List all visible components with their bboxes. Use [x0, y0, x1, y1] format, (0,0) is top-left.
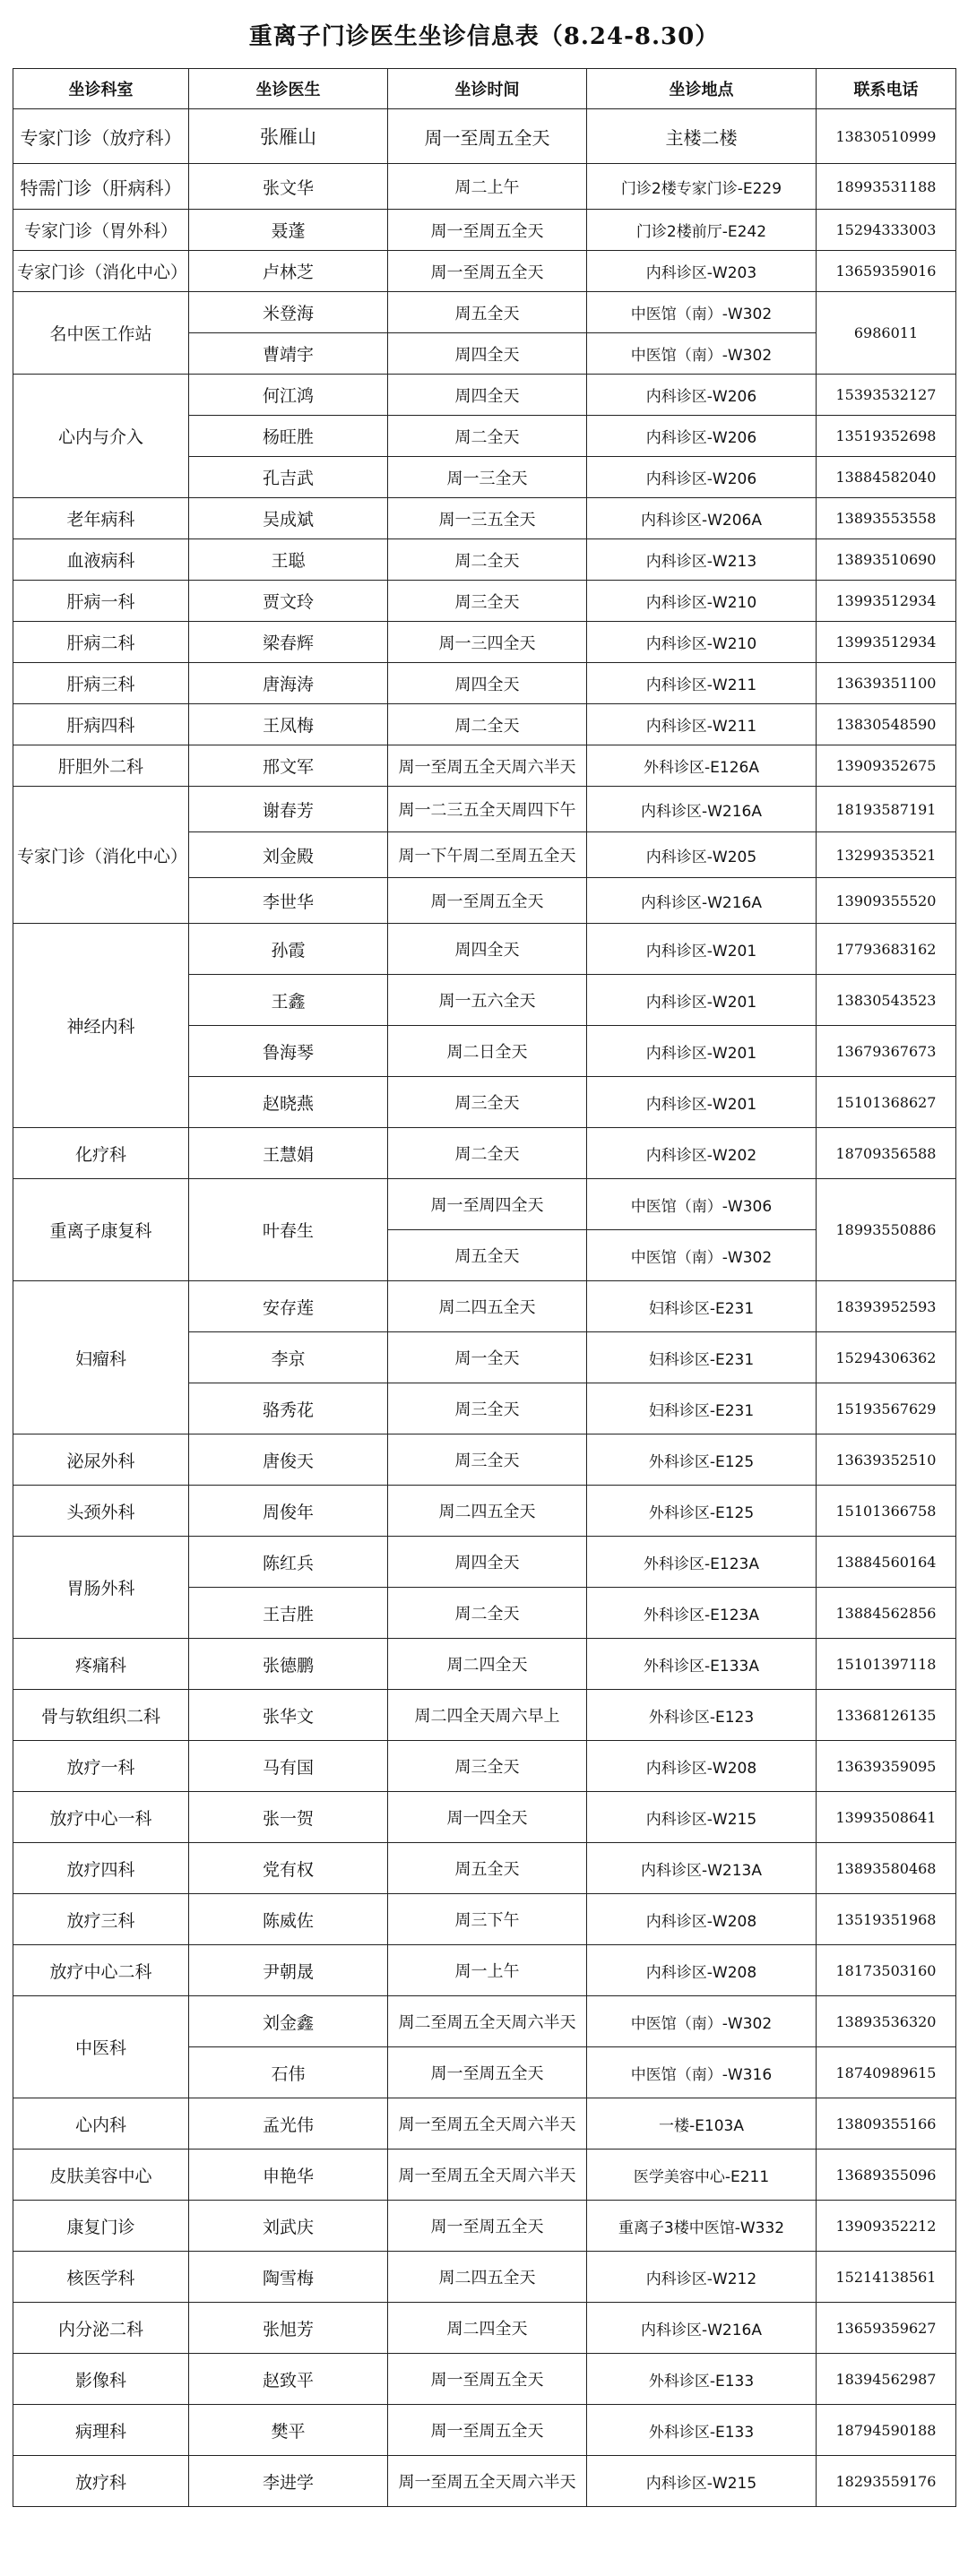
dept-cell: 放疗科 — [13, 2456, 189, 2507]
table-row — [13, 251, 956, 292]
doctor-cell: 陶雪梅 — [189, 2252, 388, 2303]
phone-cell: 13809355166 — [817, 2098, 956, 2150]
time-cell: 周三全天 — [388, 1077, 587, 1128]
dept-cell: 专家门诊（消化中心） — [13, 787, 189, 924]
table-row — [13, 375, 956, 416]
doctor-cell: 骆秀花 — [189, 1383, 388, 1434]
location-cell: 重离子3楼中医馆-W332 — [587, 2201, 817, 2252]
phone-cell: 13659359016 — [817, 251, 956, 292]
time-cell: 周一至周五全天 — [388, 2201, 587, 2252]
phone-cell: 13830543523 — [817, 975, 956, 1026]
dept-cell: 专家门诊（放疗科） — [13, 109, 189, 164]
table-row — [13, 1486, 956, 1537]
doctor-cell: 王吉胜 — [189, 1588, 388, 1639]
table-row — [13, 1128, 956, 1179]
table-row — [13, 2405, 956, 2456]
location-cell: 内科诊区-W208 — [587, 1894, 817, 1945]
doctor-cell: 刘金殿 — [189, 832, 388, 878]
doctor-cell: 赵致平 — [189, 2354, 388, 2405]
dept-cell: 放疗中心二科 — [13, 1945, 189, 1996]
phone-cell: 13639359095 — [817, 1741, 956, 1792]
header-location: 坐诊地点 — [587, 69, 817, 109]
phone-cell: 13884562856 — [817, 1588, 956, 1639]
dept-cell: 名中医工作站 — [13, 292, 189, 375]
time-cell: 周二四五全天 — [388, 1281, 587, 1332]
schedule-table — [13, 68, 956, 2507]
phone-cell: 15101397118 — [817, 1639, 956, 1690]
time-cell: 周二四全天周六早上 — [388, 1690, 587, 1741]
doctor-cell: 王鑫 — [189, 975, 388, 1026]
doctor-cell: 孟光伟 — [189, 2098, 388, 2150]
doctor-cell: 马有国 — [189, 1741, 388, 1792]
table-row — [13, 1894, 956, 1945]
location-cell: 内科诊区-W206 — [587, 375, 817, 416]
location-cell: 中医馆（南）-W306 — [587, 1179, 817, 1230]
doctor-cell: 米登海 — [189, 292, 388, 333]
location-cell: 中医馆（南）-W316 — [587, 2047, 817, 2098]
dept-cell: 血液病科 — [13, 539, 189, 581]
doctor-cell: 王凤梅 — [189, 704, 388, 745]
phone-cell: 18709356588 — [817, 1128, 956, 1179]
table-row — [13, 622, 956, 663]
table-row — [13, 581, 956, 622]
phone-cell: 17793683162 — [817, 924, 956, 975]
phone-cell: 13659359627 — [817, 2303, 956, 2354]
table-row — [13, 1945, 956, 1996]
table-row — [13, 2303, 956, 2354]
table-row — [13, 1434, 956, 1486]
phone-cell: 13893510690 — [817, 539, 956, 581]
location-cell: 中医馆（南）-W302 — [587, 1230, 817, 1281]
location-cell: 外科诊区-E126A — [587, 745, 817, 787]
doctor-cell: 卢林芝 — [189, 251, 388, 292]
location-cell: 一楼-E103A — [587, 2098, 817, 2150]
time-cell: 周五全天 — [388, 1843, 587, 1894]
location-cell: 外科诊区-E123A — [587, 1537, 817, 1588]
time-cell: 周一三全天 — [388, 457, 587, 498]
location-cell: 内科诊区-W211 — [587, 663, 817, 704]
time-cell: 周一至周五全天周六半天 — [388, 2098, 587, 2150]
time-cell: 周二全天 — [388, 539, 587, 581]
dept-cell: 皮肤美容中心 — [13, 2150, 189, 2201]
location-cell: 内科诊区-W216A — [587, 2303, 817, 2354]
location-cell: 内科诊区-W203 — [587, 251, 817, 292]
time-cell: 周一至周五全天 — [388, 2047, 587, 2098]
time-cell: 周一至周五全天 — [388, 878, 587, 924]
dept-cell: 化疗科 — [13, 1128, 189, 1179]
doctor-cell: 安存莲 — [189, 1281, 388, 1332]
phone-cell: 13519351968 — [817, 1894, 956, 1945]
time-cell: 周四全天 — [388, 1537, 587, 1588]
dept-cell: 专家门诊（胃外科） — [13, 210, 189, 251]
location-cell: 外科诊区-E125 — [587, 1486, 817, 1537]
doctor-cell: 张旭芳 — [189, 2303, 388, 2354]
location-cell: 内科诊区-W215 — [587, 2456, 817, 2507]
dept-cell: 肝病一科 — [13, 581, 189, 622]
dept-cell: 心内科 — [13, 2098, 189, 2150]
time-cell: 周一四全天 — [388, 1792, 587, 1843]
location-cell: 中医馆（南）-W302 — [587, 333, 817, 375]
phone-cell: 15101368627 — [817, 1077, 956, 1128]
time-cell: 周一三五全天 — [388, 498, 587, 539]
phone-cell: 18740989615 — [817, 2047, 956, 2098]
time-cell: 周二全天 — [388, 416, 587, 457]
time-cell: 周一至周五全天周六半天 — [388, 2456, 587, 2507]
dept-cell: 胃肠外科 — [13, 1537, 189, 1639]
table-row — [13, 924, 956, 975]
doctor-cell: 孔吉武 — [189, 457, 388, 498]
doctor-cell: 陈威佐 — [189, 1894, 388, 1945]
header-phone: 联系电话 — [817, 69, 956, 109]
phone-cell: 18173503160 — [817, 1945, 956, 1996]
dept-cell: 核医学科 — [13, 2252, 189, 2303]
phone-cell: 15294306362 — [817, 1332, 956, 1383]
location-cell: 内科诊区-W206 — [587, 416, 817, 457]
time-cell: 周二四全天 — [388, 2303, 587, 2354]
doctor-cell: 张文华 — [189, 164, 388, 210]
location-cell: 内科诊区-W206 — [587, 457, 817, 498]
time-cell: 周三全天 — [388, 1434, 587, 1486]
dept-cell: 肝胆外二科 — [13, 745, 189, 787]
phone-cell: 15101366758 — [817, 1486, 956, 1537]
doctor-cell: 党有权 — [189, 1843, 388, 1894]
time-cell: 周一至周五全天周六半天 — [388, 2150, 587, 2201]
location-cell: 内科诊区-W213A — [587, 1843, 817, 1894]
phone-cell: 18393952593 — [817, 1281, 956, 1332]
table-row — [13, 787, 956, 832]
location-cell: 内科诊区-W211 — [587, 704, 817, 745]
table-row — [13, 1537, 956, 1588]
location-cell: 外科诊区-E133A — [587, 1639, 817, 1690]
phone-cell: 13519352698 — [817, 416, 956, 457]
table-row — [13, 704, 956, 745]
time-cell: 周二至周五全天周六半天 — [388, 1996, 587, 2047]
doctor-cell: 王慧娟 — [189, 1128, 388, 1179]
doctor-cell: 尹朝晟 — [189, 1945, 388, 1996]
time-cell: 周二四全天 — [388, 1639, 587, 1690]
dept-cell: 泌尿外科 — [13, 1434, 189, 1486]
location-cell: 外科诊区-E125 — [587, 1434, 817, 1486]
time-cell: 周一下午周二至周五全天 — [388, 832, 587, 878]
phone-cell: 13639352510 — [817, 1434, 956, 1486]
dept-cell: 内分泌二科 — [13, 2303, 189, 2354]
time-cell: 周一至周四全天 — [388, 1179, 587, 1230]
doctor-cell: 申艳华 — [189, 2150, 388, 2201]
phone-cell: 13830510999 — [817, 109, 956, 164]
phone-cell: 13299353521 — [817, 832, 956, 878]
table-row — [13, 539, 956, 581]
time-cell: 周四全天 — [388, 663, 587, 704]
doctor-cell: 叶春生 — [189, 1179, 388, 1281]
phone-cell: 13884582040 — [817, 457, 956, 498]
table-row — [13, 1281, 956, 1332]
dept-cell: 骨与软组织二科 — [13, 1690, 189, 1741]
time-cell: 周三下午 — [388, 1894, 587, 1945]
phone-cell: 13909352675 — [817, 745, 956, 787]
location-cell: 内科诊区-W201 — [587, 1077, 817, 1128]
table-row — [13, 745, 956, 787]
time-cell: 周一三四全天 — [388, 622, 587, 663]
doctor-cell: 邢文军 — [189, 745, 388, 787]
table-header-row — [13, 69, 956, 109]
phone-cell: 18394562987 — [817, 2354, 956, 2405]
page-title: 重离子门诊医生坐诊信息表（8.24-8.30） — [248, 22, 720, 50]
table-row — [13, 1741, 956, 1792]
table-row — [13, 498, 956, 539]
time-cell: 周一至周五全天 — [388, 2354, 587, 2405]
time-cell: 周五全天 — [388, 292, 587, 333]
time-cell: 周二四五全天 — [388, 2252, 587, 2303]
phone-cell: 13993512934 — [817, 622, 956, 663]
phone-cell: 13884560164 — [817, 1537, 956, 1588]
phone-cell: 13679367673 — [817, 1026, 956, 1077]
dept-cell: 放疗中心一科 — [13, 1792, 189, 1843]
time-cell: 周三全天 — [388, 1741, 587, 1792]
location-cell: 内科诊区-W210 — [587, 581, 817, 622]
phone-cell: 13689355096 — [817, 2150, 956, 2201]
doctor-cell: 聂蓬 — [189, 210, 388, 251]
table-row — [13, 1843, 956, 1894]
doctor-cell: 孙霞 — [189, 924, 388, 975]
phone-cell: 13993508641 — [817, 1792, 956, 1843]
table-row — [13, 2098, 956, 2150]
time-cell: 周三全天 — [388, 1383, 587, 1434]
phone-cell: 13893580468 — [817, 1843, 956, 1894]
doctor-cell: 何江鸿 — [189, 375, 388, 416]
table-row — [13, 1996, 956, 2047]
location-cell: 内科诊区-W201 — [587, 1026, 817, 1077]
time-cell: 周三全天 — [388, 581, 587, 622]
location-cell: 内科诊区-W202 — [587, 1128, 817, 1179]
doctor-cell: 贾文玲 — [189, 581, 388, 622]
table-row — [13, 2252, 956, 2303]
location-cell: 内科诊区-W215 — [587, 1792, 817, 1843]
time-cell: 周二全天 — [388, 1588, 587, 1639]
time-cell: 周一至周五全天 — [388, 251, 587, 292]
doctor-cell: 谢春芳 — [189, 787, 388, 832]
dept-cell: 放疗四科 — [13, 1843, 189, 1894]
dept-cell: 心内与介入 — [13, 375, 189, 498]
table-row — [13, 292, 956, 333]
time-cell: 周四全天 — [388, 333, 587, 375]
table-row — [13, 1639, 956, 1690]
table-row — [13, 109, 956, 164]
location-cell: 外科诊区-E123A — [587, 1588, 817, 1639]
doctor-cell: 李进学 — [189, 2456, 388, 2507]
location-cell: 内科诊区-W206A — [587, 498, 817, 539]
location-cell: 妇科诊区-E231 — [587, 1332, 817, 1383]
location-cell: 外科诊区-E133 — [587, 2405, 817, 2456]
phone-cell: 15393532127 — [817, 375, 956, 416]
table-row — [13, 164, 956, 210]
phone-cell: 13909352212 — [817, 2201, 956, 2252]
location-cell: 外科诊区-E123 — [587, 1690, 817, 1741]
location-cell: 医学美容中心-E211 — [587, 2150, 817, 2201]
time-cell: 周二四五全天 — [388, 1486, 587, 1537]
dept-cell: 重离子康复科 — [13, 1179, 189, 1281]
table-row — [13, 1690, 956, 1741]
time-cell: 周二上午 — [388, 164, 587, 210]
doctor-cell: 梁春辉 — [189, 622, 388, 663]
table-row — [13, 2150, 956, 2201]
doctor-cell: 李世华 — [189, 878, 388, 924]
dept-cell: 妇瘤科 — [13, 1281, 189, 1434]
doctor-cell: 王聪 — [189, 539, 388, 581]
time-cell: 周五全天 — [388, 1230, 587, 1281]
location-cell: 内科诊区-W201 — [587, 975, 817, 1026]
doctor-cell: 杨旺胜 — [189, 416, 388, 457]
location-cell: 门诊2楼专家门诊-E229 — [587, 164, 817, 210]
location-cell: 内科诊区-W205 — [587, 832, 817, 878]
doctor-cell: 刘武庆 — [189, 2201, 388, 2252]
doctor-cell: 樊平 — [189, 2405, 388, 2456]
phone-cell: 18993531188 — [817, 164, 956, 210]
doctor-cell: 周俊年 — [189, 1486, 388, 1537]
phone-cell: 6986011 — [817, 292, 956, 375]
doctor-cell: 赵晓燕 — [189, 1077, 388, 1128]
time-cell: 周一二三五全天周四下午 — [388, 787, 587, 832]
time-cell: 周二全天 — [388, 1128, 587, 1179]
header-time: 坐诊时间 — [388, 69, 587, 109]
dept-cell: 病理科 — [13, 2405, 189, 2456]
phone-cell: 18193587191 — [817, 787, 956, 832]
time-cell: 周四全天 — [388, 924, 587, 975]
doctor-cell: 李京 — [189, 1332, 388, 1383]
location-cell: 内科诊区-W201 — [587, 924, 817, 975]
doctor-cell: 陈红兵 — [189, 1537, 388, 1588]
phone-cell: 15193567629 — [817, 1383, 956, 1434]
dept-cell: 专家门诊（消化中心） — [13, 251, 189, 292]
phone-cell: 13893536320 — [817, 1996, 956, 2047]
phone-cell: 15214138561 — [817, 2252, 956, 2303]
dept-cell: 影像科 — [13, 2354, 189, 2405]
dept-cell: 放疗三科 — [13, 1894, 189, 1945]
table-row — [13, 210, 956, 251]
location-cell: 内科诊区-W216A — [587, 878, 817, 924]
doctor-cell: 曹靖宇 — [189, 333, 388, 375]
table-row — [13, 2456, 956, 2507]
dept-cell: 神经内科 — [13, 924, 189, 1128]
phone-cell: 13368126135 — [817, 1690, 956, 1741]
doctor-cell: 张雁山 — [189, 109, 388, 164]
time-cell: 周二全天 — [388, 704, 587, 745]
doctor-cell: 吴成斌 — [189, 498, 388, 539]
dept-cell: 疼痛科 — [13, 1639, 189, 1690]
location-cell: 内科诊区-W212 — [587, 2252, 817, 2303]
dept-cell: 康复门诊 — [13, 2201, 189, 2252]
phone-cell: 13909355520 — [817, 878, 956, 924]
location-cell: 内科诊区-W210 — [587, 622, 817, 663]
location-cell: 内科诊区-W208 — [587, 1741, 817, 1792]
time-cell: 周一至周五全天 — [388, 109, 587, 164]
location-cell: 内科诊区-W208 — [587, 1945, 817, 1996]
doctor-cell: 张德鹏 — [189, 1639, 388, 1690]
time-cell: 周一五六全天 — [388, 975, 587, 1026]
location-cell: 门诊2楼前厅-E242 — [587, 210, 817, 251]
table-row — [13, 2201, 956, 2252]
time-cell: 周一至周五全天周六半天 — [388, 745, 587, 787]
doctor-cell: 刘金鑫 — [189, 1996, 388, 2047]
time-cell: 周一全天 — [388, 1332, 587, 1383]
time-cell: 周一至周五全天 — [388, 210, 587, 251]
time-cell: 周一至周五全天 — [388, 2405, 587, 2456]
doctor-cell: 唐海涛 — [189, 663, 388, 704]
dept-cell: 肝病四科 — [13, 704, 189, 745]
table-row — [13, 2354, 956, 2405]
location-cell: 内科诊区-W216A — [587, 787, 817, 832]
dept-cell: 放疗一科 — [13, 1741, 189, 1792]
phone-cell: 13639351100 — [817, 663, 956, 704]
dept-cell: 肝病二科 — [13, 622, 189, 663]
doctor-cell: 石伟 — [189, 2047, 388, 2098]
phone-cell: 13830548590 — [817, 704, 956, 745]
phone-cell: 18794590188 — [817, 2405, 956, 2456]
header-dept: 坐诊科室 — [13, 69, 189, 109]
location-cell: 中医馆（南）-W302 — [587, 1996, 817, 2047]
location-cell: 妇科诊区-E231 — [587, 1281, 817, 1332]
time-cell: 周二日全天 — [388, 1026, 587, 1077]
dept-cell: 中医科 — [13, 1996, 189, 2098]
header-doctor: 坐诊医生 — [189, 69, 388, 109]
location-cell: 中医馆（南）-W302 — [587, 292, 817, 333]
dept-cell: 老年病科 — [13, 498, 189, 539]
doctor-cell: 张一贺 — [189, 1792, 388, 1843]
table-row — [13, 1792, 956, 1843]
time-cell: 周四全天 — [388, 375, 587, 416]
phone-cell: 18993550886 — [817, 1179, 956, 1281]
location-cell: 外科诊区-E133 — [587, 2354, 817, 2405]
location-cell: 内科诊区-W213 — [587, 539, 817, 581]
doctor-cell: 张华文 — [189, 1690, 388, 1741]
table-row — [13, 1179, 956, 1230]
location-cell: 主楼二楼 — [587, 109, 817, 164]
phone-cell: 18293559176 — [817, 2456, 956, 2507]
phone-cell: 13993512934 — [817, 581, 956, 622]
phone-cell: 15294333003 — [817, 210, 956, 251]
dept-cell: 特需门诊（肝病科） — [13, 164, 189, 210]
location-cell: 妇科诊区-E231 — [587, 1383, 817, 1434]
doctor-cell: 唐俊天 — [189, 1434, 388, 1486]
dept-cell: 头颈外科 — [13, 1486, 189, 1537]
phone-cell: 13893553558 — [817, 498, 956, 539]
doctor-cell: 鲁海琴 — [189, 1026, 388, 1077]
time-cell: 周一上午 — [388, 1945, 587, 1996]
dept-cell: 肝病三科 — [13, 663, 189, 704]
table-row — [13, 663, 956, 704]
